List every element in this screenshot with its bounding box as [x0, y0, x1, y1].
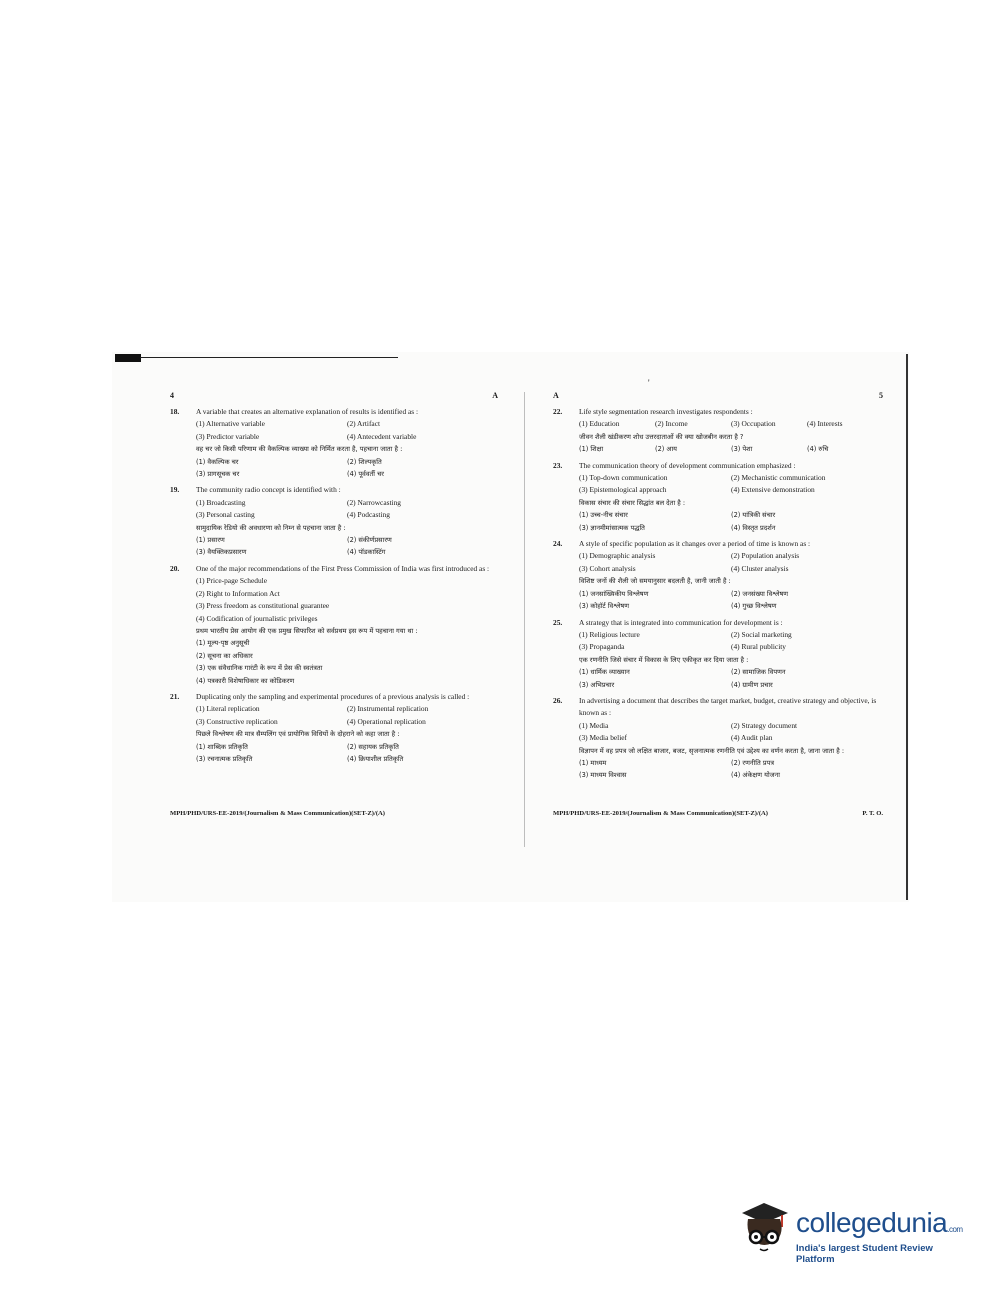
hindi-question-text: विकास संचार की संचार सिद्धांत बल देता है : [579, 498, 686, 507]
hindi-option: (4) रुचि [807, 445, 829, 454]
question-number: 24. [553, 539, 563, 549]
right-page-footer [553, 810, 883, 817]
hindi-option: (2) शिल्पकृति [347, 457, 382, 466]
hindi-question-text: विशिष्ट जनों की शैली जो समयानुसार बदलती है, जानी जाती है : [579, 577, 731, 586]
footer-code: MPH/PHD/URS-EE-2019/(Journalism & Mass Communication)(SET-Z)/(A) [553, 810, 768, 817]
hindi-option: (2) रणनीति प्रपत्र [731, 758, 774, 767]
hindi-option: (4) विस्तृत प्रदर्शन [731, 523, 776, 532]
question-19 [170, 484, 498, 558]
option: (1) Price-page Schedule [196, 576, 268, 586]
page-gutter [524, 392, 525, 847]
question-text: In advertising a document that describes the target market, budget, creative strategy and objective, is known as : [579, 695, 877, 718]
option: (4) Extensive demonstration [731, 485, 815, 495]
question-23 [553, 460, 883, 534]
option: (2) Artifact [347, 419, 381, 429]
hindi-question-text: वह चर जो किसी परिणाम की वैकल्पिक व्याख्या को निर्मित करता है, पहचाना जाता है : [196, 445, 403, 454]
question-text: Duplicating only the sampling and experimental procedures of a previous analysis is called : [196, 691, 470, 701]
question-25 [553, 617, 883, 691]
hindi-option: (1) शाब्दिक प्रतिकृति [196, 742, 248, 751]
option: (4) Interests [807, 419, 843, 429]
question-number: 21. [170, 691, 180, 701]
scan-top-line [140, 357, 398, 358]
option: (2) Mechanistic communication [731, 473, 826, 483]
question-number: 22. [553, 407, 563, 416]
option: (1) Religious lecture [579, 629, 640, 639]
option: (1) Alternative variable [196, 419, 265, 429]
option: (4) Codification of journalistic privileges [196, 613, 318, 623]
collegedunia-watermark [738, 1197, 968, 1267]
option: (4) Audit plan [731, 733, 773, 743]
hindi-question-text: एक रणनीति जिसे संचार में विकास के लिए एकीकृत कर दिया जाता है : [579, 655, 749, 664]
pto-label: P. T. O. [862, 810, 883, 817]
scan-right-edge [906, 354, 908, 900]
option: (1) Media [579, 720, 609, 730]
question-24 [553, 538, 883, 612]
hindi-option: (2) आय [655, 445, 677, 454]
option: (2) Strategy document [731, 720, 798, 730]
hindi-option: (3) वैयक्तिकप्रसारण [196, 548, 247, 557]
hindi-option: (2) सूचना का अधिकार [196, 651, 253, 660]
question-text: A variable that creates an alternative explanation of results is identified as : [196, 407, 419, 416]
option: (4) Antecedent variable [347, 431, 417, 441]
brand-tagline: India's largest Student Review Platform [796, 1243, 933, 1265]
option: (1) Broadcasting [196, 497, 246, 507]
brand-suffix: .com [947, 1225, 963, 1234]
option: (4) Cluster analysis [731, 563, 789, 573]
right-page [553, 390, 883, 782]
option: (4) Rural publicity [731, 642, 787, 652]
question-26 [553, 695, 883, 782]
hindi-option: (4) ग्रामीण प्रचार [731, 680, 773, 689]
hindi-option: (1) जनसांख्यिकीय विश्लेषण [579, 589, 649, 598]
set-letter: A [492, 391, 498, 400]
left-page-header [170, 390, 498, 406]
hindi-question-text: प्रथम भारतीय प्रेस आयोग की एक प्रमुख सिफारिश को सर्वप्रथम इस रूप में पहचाना गया था : [196, 626, 418, 635]
hindi-question-text: विज्ञापन में वह प्रपत्र जो लक्षित बाजार, बजट, सृजनात्मक रणनीति एवं उद्देश्य का वर्णन करता है, जाना जाता है : [579, 746, 845, 755]
hindi-option: (4) गुच्छ विश्लेषण [731, 602, 777, 611]
hindi-option: (4) पत्रकारी विशेषाधिकार का कोडिकरण [196, 676, 295, 685]
hindi-option: (4) क्रियाशील प्रतिकृति [347, 754, 404, 763]
option: (2) Right to Information Act [196, 588, 280, 598]
question-22 [553, 406, 883, 456]
hindi-question-text: सामुदायिक रेडियो की अवधारणा को निम्न से पहचाना जाता है : [196, 523, 346, 532]
hindi-option: (1) धार्मिक व्याख्यान [579, 668, 630, 677]
hindi-option: (1) शिक्षा [579, 445, 604, 454]
option: (2) Instrumental replication [347, 704, 429, 714]
hindi-option: (2) जनसंख्या विश्लेषण [731, 589, 789, 598]
hindi-option: (3) माध्यम विश्वास [579, 771, 627, 780]
brand-name: collegedunia.com [796, 1207, 963, 1238]
scan-speck: ' [648, 378, 650, 388]
option: (1) Demographic analysis [579, 551, 656, 561]
question-number: 23. [553, 460, 563, 470]
hindi-option: (1) मूल्य-पृष्ठ अनुसूची [196, 639, 250, 648]
hindi-option: (2) सहायक प्रतिकृति [347, 742, 399, 751]
question-number: 19. [170, 485, 180, 495]
left-page [170, 390, 498, 765]
left-page-footer: MPH/PHD/URS-EE-2019/(Journalism & Mass Communication)(SET-Z)/(A) [170, 810, 385, 817]
question-text: One of the major recommendations of the First Press Commission of India was first introduced as : [196, 563, 490, 573]
hindi-option: (3) पेशा [731, 445, 753, 454]
hindi-option: (4) पूर्ववर्ती चर [347, 470, 384, 479]
hindi-option: (3) अभिप्रचार [579, 680, 615, 689]
hindi-option: (3) कोहॉर्ट विश्लेषण [579, 602, 629, 611]
hindi-option: (1) प्रसारण [196, 536, 225, 545]
hindi-option: (1) वैकल्पिक चर [196, 457, 239, 466]
set-letter: A [553, 391, 559, 400]
option: (3) Press freedom as constitutional guarantee [196, 601, 330, 611]
question-text: The communication theory of development communication emphasized : [579, 460, 796, 470]
hindi-option: (3) प्रागसूचक चर [196, 470, 240, 479]
student-mascot-icon [738, 1197, 794, 1259]
question-20 [170, 563, 498, 687]
option: (2) Narrowcasting [347, 497, 401, 507]
option: (2) Population analysis [731, 551, 800, 561]
question-number: 18. [170, 407, 180, 416]
question-text: Life style segmentation research investigates respondents : [579, 407, 753, 416]
option: (2) Social marketing [731, 629, 792, 639]
page-number: 5 [879, 391, 883, 400]
option: (4) Operational replication [347, 716, 426, 726]
hindi-option: (1) उच्च-नीच संचार [579, 511, 628, 520]
hindi-option: (2) संकीर्णप्रसारण [347, 536, 392, 545]
question-18 [170, 406, 498, 480]
question-text: A strategy that is integrated into communication for development is : [579, 617, 783, 627]
hindi-option: (4) अंकेक्षण योजना [731, 771, 780, 780]
hindi-question-text: पिछले विश्लेषण की मात्र सैम्पलिंग एवं प्रायोगिक विधियों के दोहराने को कहा जाता है : [196, 730, 400, 739]
option: (3) Epistemological approach [579, 485, 667, 495]
question-number: 25. [553, 617, 563, 627]
option: (1) Literal replication [196, 704, 260, 714]
option: (3) Occupation [731, 419, 776, 429]
option: (3) Propaganda [579, 642, 625, 652]
hindi-option: (1) माध्यम [579, 758, 607, 767]
question-number: 20. [170, 563, 180, 573]
scan-edge-mark [115, 354, 141, 362]
hindi-option: (3) ज्ञानमीमांसात्मक पद्धति [579, 523, 645, 532]
option: (4) Podcasting [347, 510, 390, 520]
option: (3) Constructive replication [196, 716, 278, 726]
option: (3) Personal casting [196, 510, 255, 520]
option: (1) Top-down communication [579, 473, 668, 483]
option: (3) Cohort analysis [579, 563, 636, 573]
option: (2) Income [655, 419, 688, 429]
question-number: 26. [553, 695, 563, 705]
hindi-option: (2) सामाजिक विपणन [731, 668, 786, 677]
option: (1) Education [579, 419, 620, 429]
hindi-question-text: जीवन शैली खंडीकरण शोध उत्तरदाताओं की क्या खोजबीन करता है ? [579, 432, 744, 441]
question-text: A style of specific population as it changes over a period of time is known as : [579, 539, 811, 549]
option: (3) Predictor variable [196, 431, 260, 441]
page-number: 4 [170, 391, 174, 400]
right-page-header [553, 390, 883, 406]
hindi-option: (4) पॉडकास्टिंग [347, 548, 386, 557]
option: (3) Media belief [579, 733, 628, 743]
question-text: The community radio concept is identified with : [196, 485, 341, 495]
hindi-option: (3) एक संवैधानिक गारंटी के रूप में प्रेस की स्वतंत्रता [196, 664, 323, 673]
hindi-option: (2) यांत्रिकी संचार [731, 511, 776, 520]
hindi-option: (3) रचनात्मक प्रतिकृति [196, 754, 253, 763]
question-21 [170, 691, 498, 765]
